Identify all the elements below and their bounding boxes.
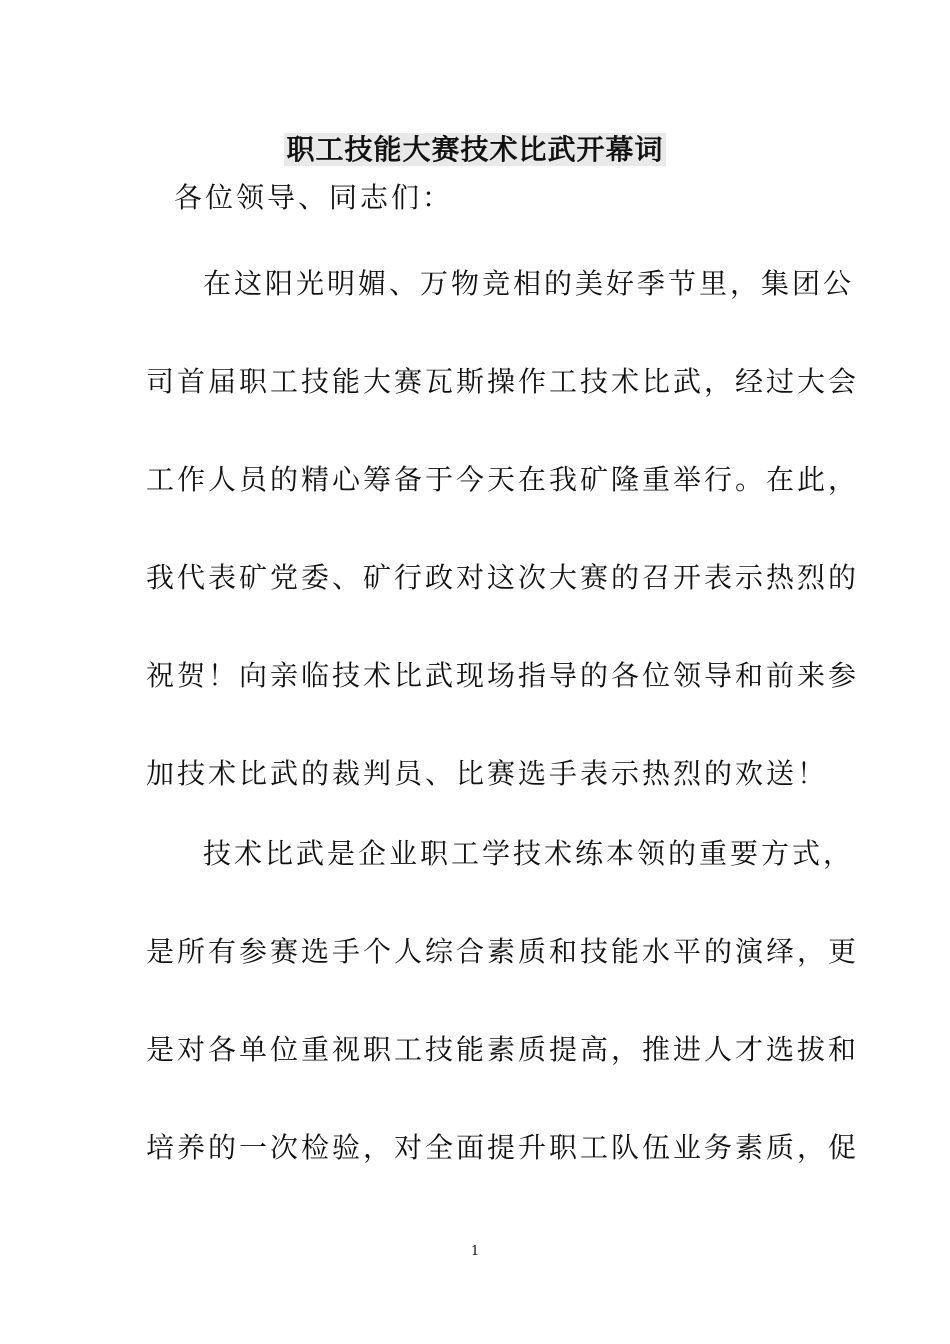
salutation: 各位领导、同志们： [174, 181, 454, 214]
paragraph-2-line-1: 技术比武是企业职工学技术练本领的重要方式， [203, 837, 855, 870]
paragraph-2-line-4: 培养的一次检验，对全面提升职工队伍业务素质，促 [146, 1131, 860, 1164]
paragraph-1-line-6: 加技术比武的裁判员、比赛选手表示热烈的欢送！ [146, 757, 829, 790]
paragraph-1-line-2: 司首届职工技能大赛瓦斯操作工技术比武，经过大会 [146, 365, 860, 398]
document-title [0, 128, 950, 172]
paragraph-2-line-2: 是所有参赛选手个人综合素质和技能水平的演绎，更 [146, 935, 860, 968]
paragraph-2-line-3: 是对各单位重视职工技能素质提高，推进人才选拔和 [146, 1033, 860, 1066]
page-number: 1 [470, 1244, 480, 1259]
document-title-text: 职工技能大赛技术比武开幕词 [286, 133, 664, 166]
paragraph-1-line-1: 在这阳光明媚、万物竞相的美好季节里，集团公 [203, 267, 855, 300]
paragraph-1-line-3: 工作人员的精心筹备于今天在我矿隆重举行。在此， [146, 463, 860, 496]
paragraph-1-line-5: 祝贺！向亲临技术比武现场指导的各位领导和前来参 [146, 659, 860, 692]
paragraph-1-line-4: 我代表矿党委、矿行政对这次大赛的召开表示热烈的 [146, 561, 860, 594]
